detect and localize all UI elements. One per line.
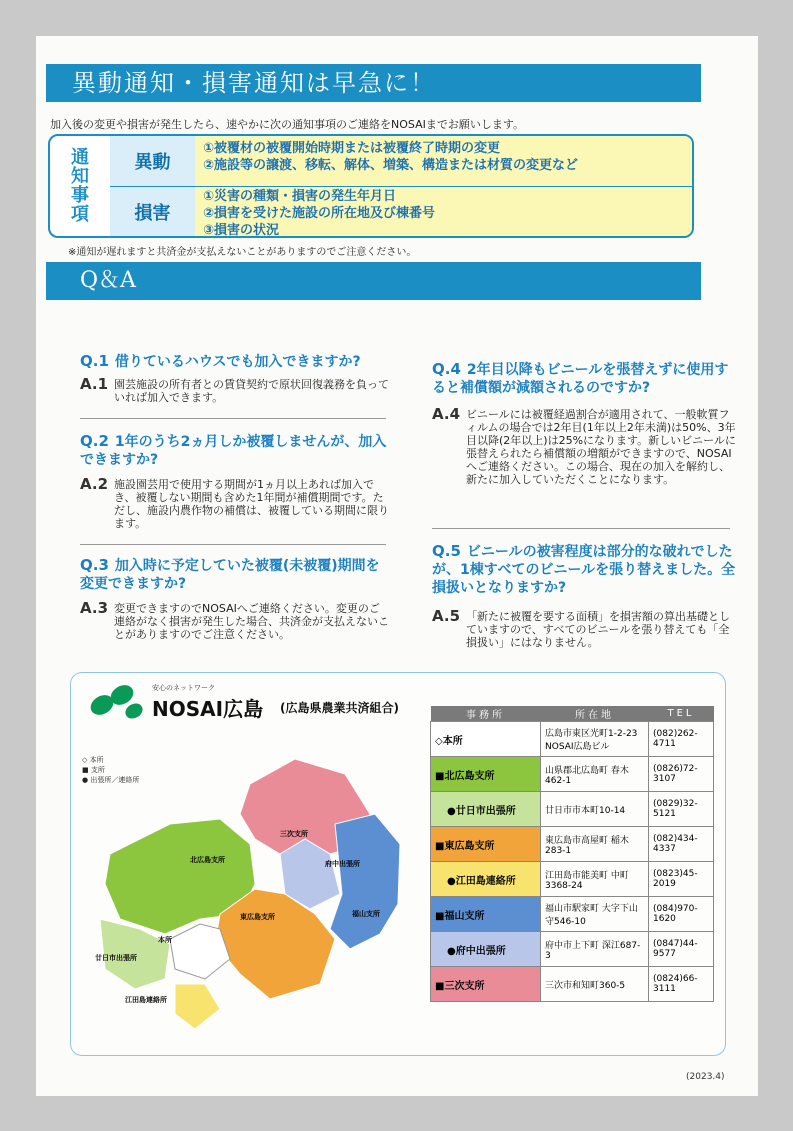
- col-tel: TEL: [649, 706, 714, 722]
- q-num: Q.4: [432, 360, 461, 378]
- a-text: 変更できますのでNOSAIへご連絡ください。変更のご連絡がなく損害が発生した場合、共済金が支払えないことがありますのでご注意ください。: [114, 602, 389, 641]
- a-text: 園芸施設の所有者との賃貸契約で原状回復義務を負っていれば加入できます。: [114, 378, 389, 404]
- answer-5: [432, 607, 737, 649]
- office-name: ●府中出張所: [431, 932, 541, 967]
- office-address: 廿日市市本町10-14: [541, 792, 649, 827]
- map-label: 府中出張所: [325, 861, 360, 868]
- office-row: [431, 967, 714, 1002]
- office-row: [431, 792, 714, 827]
- region-fukuyama: [330, 814, 400, 949]
- office-name: ●江田島連絡所: [431, 862, 541, 897]
- office-address: 三次市和知町360-5: [541, 967, 649, 1002]
- office-name: ■三次支所: [431, 967, 541, 1002]
- map-label: 本所: [158, 937, 172, 944]
- col-address: 所在地: [541, 706, 649, 722]
- category-damage: 損害: [110, 187, 196, 237]
- map-label: 江田島連絡所: [125, 997, 167, 1004]
- q-text: 1年のうち2ヵ月しか被覆しませんが、加入できますか?: [80, 434, 387, 468]
- a-num: A.5: [432, 607, 461, 625]
- col-office: 事務所: [431, 706, 541, 722]
- hiroshima-map: [80, 744, 420, 1044]
- office-address: 府中市上下町 深江687-3: [541, 932, 649, 967]
- qa-banner: Q＆A: [46, 262, 701, 300]
- map-label: 三次支所: [280, 831, 308, 838]
- map-label: 福山支所: [352, 911, 380, 918]
- notice-label: [50, 136, 111, 236]
- region-etajima: [175, 984, 220, 1029]
- q-text: 2年目以降もビニールを張替えずに使用すると補償額が減額されるのですか?: [432, 362, 729, 396]
- damage-item: ①災害の種類・損害の発生年月日: [203, 189, 397, 204]
- office-row: [431, 932, 714, 967]
- office-row: [431, 757, 714, 792]
- damage-item: ②損害を受けた施設の所在地及び棟番号: [203, 206, 436, 221]
- logo-org: (広島県農業共済組合): [280, 701, 399, 715]
- office-address: 江田島市能美町 中町3368-24: [541, 862, 649, 897]
- question-2: [80, 432, 390, 469]
- office-tel: (0829)32-5121: [649, 792, 714, 827]
- q-num: Q.5: [432, 542, 461, 560]
- office-row: [431, 862, 714, 897]
- office-tel: (082)434-4337: [649, 827, 714, 862]
- map-label: 廿日市出張所: [95, 955, 137, 962]
- label-char: 項: [71, 204, 89, 225]
- logo-tagline: 安心のネットワーク: [152, 684, 215, 692]
- question-1: [80, 352, 400, 371]
- office-tel: (0826)72-3107: [649, 757, 714, 792]
- q-num: Q.1: [80, 352, 109, 370]
- office-name: ◇本所: [431, 722, 541, 757]
- legend-item: ● 出張所／連絡所: [82, 776, 140, 784]
- office-tel: (084)970-1620: [649, 897, 714, 932]
- divider: [80, 418, 386, 419]
- label-char: 通: [71, 147, 89, 168]
- q-text: 借りているハウスでも加入できますか?: [114, 354, 361, 370]
- notice-note: ※通知が遅れますと共済金が支払えないことがありますのでご注意ください。: [68, 247, 417, 258]
- office-name: ■北広島支所: [431, 757, 541, 792]
- answer-3: [80, 599, 390, 641]
- map-label: 北広島支所: [190, 857, 225, 864]
- q-text: ビニールの被害程度は部分的な破れでしたが、1棟すべてのビニールを張り替えました。全損扱いとなりますか?: [432, 544, 736, 596]
- office-row: [431, 722, 714, 757]
- a-text: ビニールには被覆経過割合が適用されて、一般軟質フィルムの場合では2年目(1年以上2年未満)は50%、3年目以降(2年以上)は25%になります。新しいビニールに張替えられたら補償額の増額ができますので、NOSAIへご連絡ください。この場合、現在の加入を解約し、新たに加入していただくことになります。: [466, 408, 736, 486]
- category-change: 異動: [110, 136, 196, 186]
- office-name: ●廿日市出張所: [431, 792, 541, 827]
- notice-banner: 異動通知・損害通知は早急に！: [46, 64, 701, 102]
- office-address: 福山市駅家町 大字下山守546-10: [541, 897, 649, 932]
- answer-1: [80, 375, 390, 404]
- divider: [432, 528, 730, 529]
- office-row: [431, 897, 714, 932]
- office-tel: (082)262-4711: [649, 722, 714, 757]
- legend-item: ◇ 本所: [82, 756, 104, 764]
- logo-name: NOSAI広島: [152, 697, 264, 721]
- office-name: ■東広島支所: [431, 827, 541, 862]
- a-num: A.2: [80, 475, 109, 493]
- nosai-logo: [88, 675, 418, 725]
- label-char: 知: [71, 166, 89, 187]
- question-5: [432, 542, 737, 597]
- a-num: A.1: [80, 375, 109, 393]
- notice-box: [48, 134, 694, 238]
- a-num: A.4: [432, 405, 461, 423]
- answer-2: [80, 475, 390, 530]
- question-4: [432, 360, 737, 397]
- office-address: 広島市東区光町1-2-23 NOSAI広島ビル: [541, 722, 649, 757]
- office-tel: (0824)66-3111: [649, 967, 714, 1002]
- publish-date: (2023.4): [686, 1072, 725, 1082]
- a-text: 「新たに被覆を要する面積」を損害額の算出基礎としていますので、すべてのビニールを張り替えても「全損扱い」にはなりません。: [466, 610, 730, 649]
- map-label: 東広島支所: [240, 914, 275, 921]
- damage-item: ③損害の状況: [203, 223, 280, 238]
- office-tel: (0823)45-2019: [649, 862, 714, 897]
- office-tel: (0847)44-9577: [649, 932, 714, 967]
- logo-mark-icon: [88, 681, 148, 721]
- office-address: 山県郡北広島町 春木462-1: [541, 757, 649, 792]
- question-3: [80, 556, 390, 593]
- office-row: [431, 827, 714, 862]
- divider: [80, 544, 386, 545]
- answer-4: [432, 405, 737, 486]
- q-num: Q.3: [80, 556, 109, 574]
- change-item: ①被覆材の被覆開始時期または被覆終了時期の変更: [203, 141, 501, 156]
- label-char: 事: [71, 185, 89, 206]
- intro-text: 加入後の変更や損害が発生したら、速やかに次の通知事項のご連絡をNOSAIまでお願いします。: [50, 118, 524, 131]
- region-honsho: [170, 924, 230, 979]
- change-items: [195, 136, 692, 186]
- q-text: 加入時に予定していた被覆(未被覆)期間を変更できますか?: [80, 558, 380, 592]
- legend-item: ■ 支所: [82, 766, 105, 774]
- office-table: [430, 706, 714, 1002]
- q-num: Q.2: [80, 432, 109, 450]
- a-num: A.3: [80, 599, 109, 617]
- a-text: 施設園芸用で使用する期間が1ヵ月以上あれば加入でき、被覆しない期間も含めた1年間が補償期間です。ただし、施設内農作物の補償は、被覆している期間に限ります。: [114, 478, 389, 530]
- office-address: 東広島市高屋町 稲木283-1: [541, 827, 649, 862]
- office-name: ■福山支所: [431, 897, 541, 932]
- change-item: ②施設等の譲渡、移転、解体、増築、構造または材質の変更など: [203, 158, 579, 173]
- damage-items: [195, 187, 692, 237]
